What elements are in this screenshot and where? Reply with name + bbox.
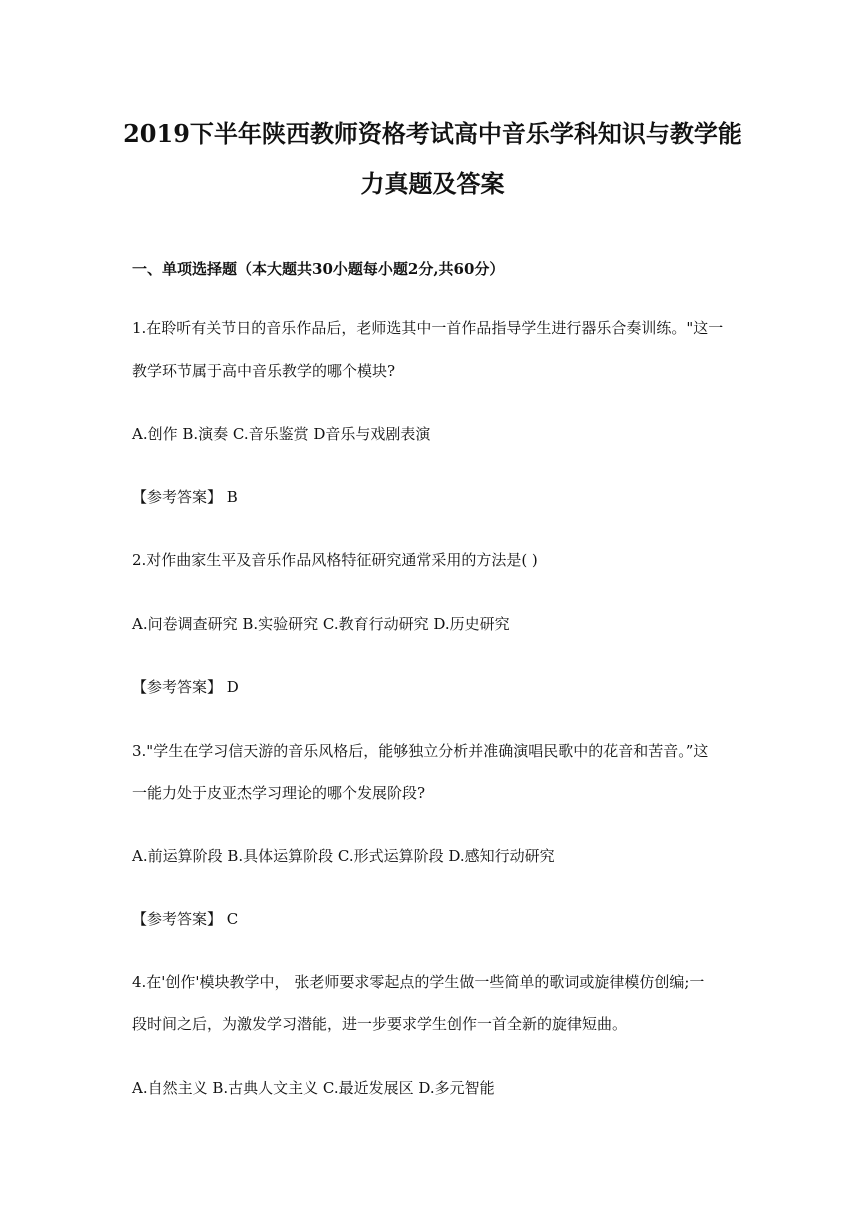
question-4-stem-line-1: 4.在'创作'模块教学中， 张老师要求零起点的学生做一些简单的歌词或旋律模仿创编;一 [132, 973, 705, 991]
question-4-options: A.自然主义 B.古典人文主义 C.最近发展区 D.多元智能 [132, 1079, 495, 1097]
question-3-stem-line-2: 一能力处于皮亚杰学习理论的哪个发展阶段? [132, 784, 426, 802]
question-3-stem-line-1: 3."学生在学习信天游的音乐风格后，能够独立分析并准确演唱民歌中的花音和苦音。”这 [132, 742, 709, 760]
question-3-answer: 【参考答案】 C [132, 910, 239, 928]
question-2-stem-line-1: 2.对作曲家生平及音乐作品风格特征研究通常采用的方法是( ) [132, 551, 538, 569]
question-1-stem-line-1: 1.在聆听有关节日的音乐作品后，老师选其中一首作品指导学生进行器乐合奏训练。"这一 [132, 319, 724, 337]
question-2-answer: 【参考答案】 D [132, 678, 239, 696]
question-1-stem-line-2: 教学环节属于高中音乐教学的哪个模块? [132, 362, 396, 380]
question-2-options: A.问卷调查研究 B.实验研究 C.教育行动研究 D.历史研究 [132, 615, 510, 633]
section-heading: 一、单项选择题（本大题共30小题每小题2分,共60分） [132, 260, 505, 278]
question-4-stem-line-2: 段时间之后，为激发学习潜能，进一步要求学生创作一首全新的旋律短曲。 [132, 1015, 628, 1033]
question-1-options: A.创作 B.演奏 C.音乐鉴赏 D音乐与戏剧表演 [132, 425, 431, 443]
document-title-line-2: 力真题及答案 [360, 169, 505, 198]
document-title-line-1: 2019下半年陕西教师资格考试高中音乐学科知识与教学能 [123, 119, 742, 148]
question-1-answer: 【参考答案】 B [132, 488, 238, 506]
question-3-options: A.前运算阶段 B.具体运算阶段 C.形式运算阶段 D.感知行动研究 [132, 847, 555, 865]
